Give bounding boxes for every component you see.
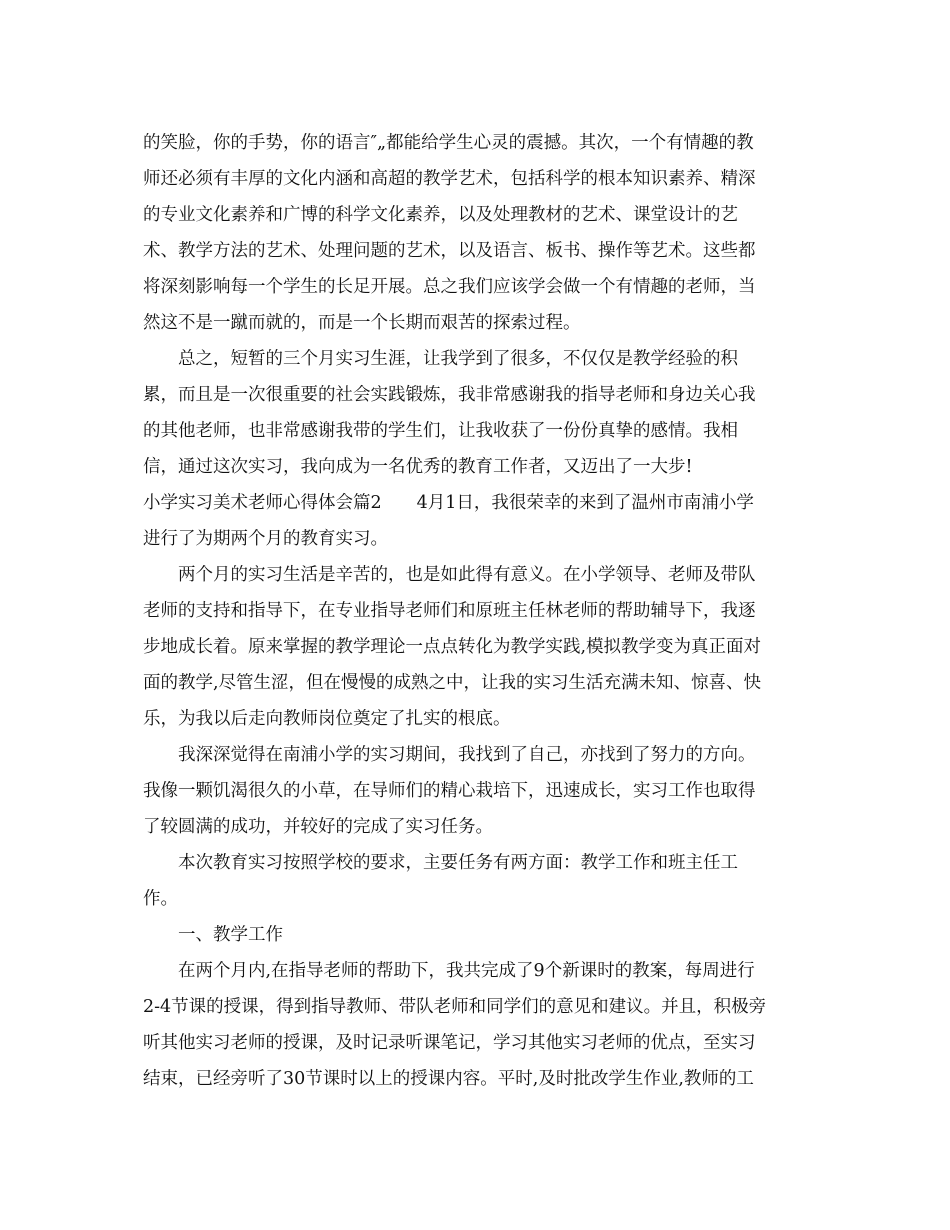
text-line: 信，通过这次实习，我向成为一名优秀的教育工作者，又迈出了一大步! (143, 457, 693, 477)
text-line: 本次教育实习按照学校的要求，主要任务有两方面：教学工作和班主任工 (178, 853, 738, 873)
text-line: 结束，已经旁听了30节课时以上的授课内容。平时,及时批改学生作业,教师的工 (143, 1069, 754, 1089)
text-line: 然这不是一蹴而就的，而是一个长期而艰苦的探索过程。 (143, 313, 581, 333)
text-line: 累，而且是一次很重要的社会实践锻炼，我非常感谢我的指导老师和身边关心我 (143, 385, 756, 405)
text-line: 了较圆满的成功，并较好的完成了实习任务。 (143, 817, 493, 837)
text-line: 在两个月内,在指导老师的帮助下，我共完成了9个新课时的教案，每周进行 (178, 961, 755, 981)
section-heading-line: 小学实习美术老师心得体会篇2 4月1日，我很荣幸的来到了温州市南浦小学 (143, 493, 754, 513)
text-line: 的笑脸，你的手势，你的语言″„都能给学生心灵的震撼。其次，一个有情趣的教 (143, 133, 754, 153)
text-line: 老师的支持和指导下，在专业指导老师们和原班主任林老师的帮助辅导下，我逐 (143, 601, 756, 621)
text-line: 的其他老师，也非常感谢我带的学生们，让我收获了一份份真挚的感情。我相 (143, 421, 738, 441)
text-line: 步地成长着。原来掌握的教学理论一点点转化为教学实践,模拟教学变为真正面对 (143, 637, 762, 657)
subheading-line: 一、教学工作 (178, 925, 283, 945)
text-line: 术、教学方法的艺术、处理问题的艺术，以及语言、板书、操作等艺术。这些都 (143, 241, 756, 261)
text-line: 进行了为期两个月的教育实习。 (143, 529, 388, 549)
text-line: 我像一颗饥渴很久的小草，在导师们的精心栽培下，迅速成长，实习工作也取得 (143, 781, 756, 801)
text-line: 面的教学,尽管生涩，但在慢慢的成熟之中，让我的实习生活充满未知、惊喜、快 (143, 673, 762, 693)
text-line: 两个月的实习生活是辛苦的，也是如此得有意义。在小学领导、老师及带队 (178, 565, 756, 585)
text-line: 我深深觉得在南浦小学的实习期间，我找到了自己，亦找到了努力的方向。 (178, 745, 756, 765)
text-line: 总之，短暂的三个月实习生涯，让我学到了很多，不仅仅是教学经验的积 (178, 349, 738, 369)
text-line: 师还必须有丰厚的文化内涵和高超的教学艺术，包括科学的根本知识素养、精深 (143, 169, 756, 189)
text-line: 的专业文化素养和广博的科学文化素养，以及处理教材的艺术、课堂设计的艺 (143, 205, 738, 225)
text-line: 将深刻影响每一个学生的长足开展。总之我们应该学会做一个有情趣的老师，当 (143, 277, 756, 297)
text-line: 乐，为我以后走向教师岗位奠定了扎实的根底。 (143, 709, 511, 729)
text-line: 作。 (143, 889, 178, 909)
text-line: 听其他实习老师的授课，及时记录听课笔记，学习其他实习老师的优点，至实习 (143, 1033, 756, 1053)
text-line: 2-4节课的授课，得到指导教师、带队老师和同学们的意见和建议。并且，积极旁 (143, 997, 767, 1017)
